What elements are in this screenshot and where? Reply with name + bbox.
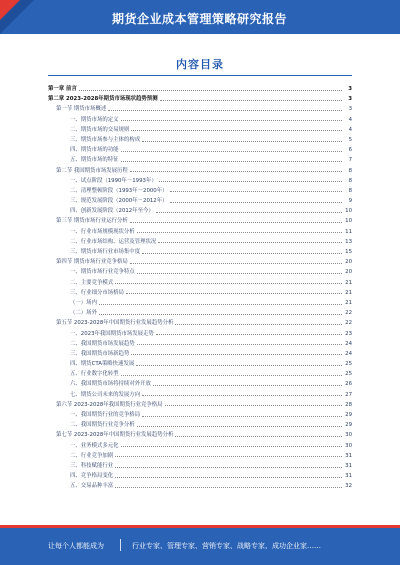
toc-leader-dots xyxy=(159,181,342,182)
toc-entry[interactable] xyxy=(48,267,352,277)
toc-entry-page: 27 xyxy=(345,391,352,398)
toc-leader-dots xyxy=(121,120,342,121)
toc-entry-label: 四、期货市场的功能 xyxy=(70,147,119,154)
toc-entry-page: 29 xyxy=(345,422,352,429)
toc-leader-dots xyxy=(131,130,342,131)
toc-entry-label: （二）场外 xyxy=(70,310,97,317)
toc-entry[interactable] xyxy=(48,481,352,491)
toc-entry-label: 二、行业竞争加剧 xyxy=(70,452,114,459)
toc-entry[interactable] xyxy=(48,206,352,216)
toc-entry[interactable] xyxy=(48,359,352,369)
toc-leader-dots xyxy=(137,426,342,427)
toc-entry[interactable] xyxy=(48,145,352,155)
toc-entry-page: 7 xyxy=(348,157,352,164)
toc-entry-page: 28 xyxy=(345,401,352,408)
toc-entry-page: 22 xyxy=(345,310,352,317)
toc-entry-label: 五、交易品种丰富 xyxy=(70,483,114,490)
toc-entry-label: 三、规范发展阶段（2000年－2012年） xyxy=(70,198,168,205)
toc-entry-label: 一、我国期货行业的竞争格局 xyxy=(70,412,141,418)
toc-leader-dots xyxy=(165,405,342,406)
toc-entry-page: 20 xyxy=(345,269,352,276)
toc-entry[interactable] xyxy=(48,471,352,481)
toc-leader-dots xyxy=(130,222,342,223)
toc-entry-page: 8 xyxy=(348,177,352,184)
toc-entry-page: 31 xyxy=(345,462,352,469)
toc-entry[interactable] xyxy=(48,390,352,400)
toc-entry[interactable] xyxy=(48,166,352,176)
toc-entry-label: （一）场内 xyxy=(70,299,97,306)
toc-entry[interactable] xyxy=(48,237,352,247)
toc-leader-dots xyxy=(131,354,342,355)
toc-entry[interactable] xyxy=(48,135,352,145)
toc-entry-page: 21 xyxy=(345,299,352,306)
toc-leader-dots xyxy=(121,161,342,162)
footer-separator xyxy=(120,539,121,551)
toc-entry-label: 二、我国期货行业竞争分析 xyxy=(70,422,135,429)
toc-entry[interactable] xyxy=(48,227,352,237)
toc-entry-page: 8 xyxy=(348,167,352,174)
toc-leader-dots xyxy=(121,375,342,376)
toc-leader-dots xyxy=(156,334,342,335)
toc-entry[interactable] xyxy=(48,318,352,328)
toc-entry-label: 三、科技赋能行业 xyxy=(70,462,114,469)
toc-entry[interactable] xyxy=(48,379,352,389)
toc-entry-page: 3 xyxy=(348,86,352,92)
toc-entry-page: 10 xyxy=(345,208,352,215)
toc-leader-dots xyxy=(137,232,342,233)
toc-entry[interactable] xyxy=(48,155,352,165)
toc-entry-label: 七、期货公司未来的发展方向 xyxy=(70,391,141,398)
toc-entry[interactable] xyxy=(48,420,352,430)
toc-entry-page: 6 xyxy=(348,147,352,154)
header-red-accent xyxy=(0,0,20,20)
toc-entry-label: 六、我国期货市场将持续对外开放 xyxy=(70,381,151,388)
toc-leader-dots xyxy=(160,100,342,101)
toc-entry[interactable] xyxy=(48,247,352,257)
toc-entry-page: 31 xyxy=(345,473,352,480)
toc-entry-page: 25 xyxy=(345,361,352,368)
toc-entry[interactable] xyxy=(48,278,352,288)
toc-entry-label: 二、我国期货市场发展趋势 xyxy=(70,340,135,347)
toc-entry[interactable] xyxy=(48,441,352,451)
toc-entry[interactable] xyxy=(48,400,352,410)
toc-entry-page: 3 xyxy=(348,106,352,113)
toc-entry-label: 三、期货市场行业市场集中度 xyxy=(70,249,141,255)
toc-leader-dots xyxy=(121,151,342,152)
toc-entry-label: 五、期货市场的特征 xyxy=(70,157,119,164)
toc-entry-page: 5 xyxy=(348,136,352,143)
toc-entry-page: 26 xyxy=(345,381,352,388)
toc-entry[interactable] xyxy=(48,216,352,226)
toc-entry-page: 30 xyxy=(345,442,352,449)
toc-entry-page: 3 xyxy=(348,96,352,103)
toc-entry-label: 第五节 2023-2028年中国期货行业发展趋势分析 xyxy=(56,320,174,327)
toc-entry-label: 第二节 我国期货市场发展历程 xyxy=(56,167,128,174)
toc-entry[interactable] xyxy=(48,288,352,298)
toc-entry[interactable] xyxy=(48,104,352,114)
toc-entry-page: 10 xyxy=(345,218,352,225)
toc-leader-dots xyxy=(115,467,342,468)
toc-entry-page: 4 xyxy=(348,116,352,123)
toc-entry-page: 32 xyxy=(345,483,352,490)
toc-entry-page: 24 xyxy=(345,340,352,347)
toc-entry-page: 11 xyxy=(345,228,352,235)
toc-leader-dots xyxy=(156,212,342,213)
toc-entry-label: 一、2023年我国期货市场发展走势 xyxy=(70,330,154,337)
toc-entry[interactable] xyxy=(48,430,352,440)
toc-leader-dots xyxy=(130,263,342,264)
toc-leader-dots xyxy=(115,487,342,488)
toc-leader-dots xyxy=(142,416,342,417)
toc-leader-dots xyxy=(115,456,342,457)
toc-leader-dots xyxy=(121,446,342,447)
toc-entry-label: 第三节 期货市场行业运行分析 xyxy=(56,218,128,225)
toc-entry-page: 8 xyxy=(348,187,352,194)
toc-leader-dots xyxy=(137,273,342,274)
toc-entry-page: 9 xyxy=(348,198,352,205)
toc-leader-dots xyxy=(99,314,342,315)
toc-leader-dots xyxy=(175,436,342,437)
toc-entry-label: 四、创新发展阶段（2012年至今） xyxy=(70,208,154,215)
header-banner xyxy=(0,0,400,34)
toc-leader-dots xyxy=(142,395,342,396)
toc-entry[interactable] xyxy=(48,186,352,196)
toc-leader-dots xyxy=(130,171,342,172)
toc-entry-label: 三、我国期货市场新趋势 xyxy=(70,350,130,357)
toc-entry-label: 二、清理整顿阶段（1993年－2000年） xyxy=(70,187,168,194)
toc-entry-label: 第四节 期货市场行业竞争格局 xyxy=(56,259,128,266)
toc-entry[interactable] xyxy=(48,257,352,267)
toc-entry-label: 四、期货CTA策略快速发展 xyxy=(70,361,135,368)
toc-entry-page: 31 xyxy=(345,452,352,459)
toc-leader-dots xyxy=(170,202,342,203)
toc-entry[interactable] xyxy=(48,94,352,104)
footer-slogan-right: 行业专家、管理专家、营销专家、战略专家、成功企业家…… xyxy=(132,542,321,550)
toc-leader-dots xyxy=(137,344,342,345)
toc-entry-label: 二、主要竞争模式 xyxy=(70,279,114,286)
toc-leader-dots xyxy=(99,304,342,305)
toc-leader-dots xyxy=(126,293,342,294)
toc-entry-label: 四、竞争格局变化 xyxy=(70,473,114,480)
toc-leader-dots xyxy=(158,242,342,243)
toc-entry[interactable] xyxy=(48,461,352,471)
toc-leader-dots xyxy=(108,110,342,111)
toc-entry[interactable] xyxy=(48,196,352,206)
toc-entry-label: 一、试点阶段（1990年－1993年） xyxy=(70,177,157,184)
toc-divider xyxy=(48,75,352,76)
toc-entry-label: 第六节 2023-2028年我国期货行业竞争格局 xyxy=(56,401,163,408)
toc-entry-page: 29 xyxy=(345,412,352,418)
toc-entry-page: 24 xyxy=(345,350,352,357)
toc-entry[interactable] xyxy=(48,369,352,379)
toc-entry[interactable] xyxy=(48,298,352,308)
toc-entry-label: 一、期货市场的定义 xyxy=(70,116,119,123)
toc-entry-label: 三、行业细分市场格局 xyxy=(70,289,124,296)
toc-entry-page: 21 xyxy=(345,289,352,296)
toc-leader-dots xyxy=(142,141,342,142)
toc-leader-dots xyxy=(153,385,342,386)
toc-entry-page: 30 xyxy=(345,432,352,439)
toc-entry-label: 二、行业市场结构、运营及管理状况 xyxy=(70,238,157,245)
toc-entry-page: 21 xyxy=(345,279,352,286)
toc-entry[interactable] xyxy=(48,84,352,94)
toc-entry-page: 25 xyxy=(345,371,352,378)
footer-slogan-left: 让每个人都能成为 xyxy=(48,542,104,550)
toc-entry[interactable] xyxy=(48,451,352,461)
toc-entry[interactable] xyxy=(48,349,352,359)
toc-entry-label: 第二章 2023-2028年期货市场现状趋势预测 xyxy=(48,96,158,103)
toc-entry-label: 五、行业数字化转型 xyxy=(70,371,119,378)
toc-entry-label: 一、行业市场规模现状分析 xyxy=(70,228,135,235)
toc-leader-dots xyxy=(115,477,342,478)
toc-entry-label: 二、期货市场的交易规则 xyxy=(70,126,130,133)
footer-banner xyxy=(0,525,400,565)
toc-entry-page: 13 xyxy=(345,238,352,245)
toc-entry-label: 第七节 2023-2028年中国期货行业发展趋势分析 xyxy=(56,432,174,439)
toc-entry-page: 15 xyxy=(345,249,352,255)
toc-entry-label: 第一节 期货市场概述 xyxy=(56,106,107,113)
toc-entry[interactable] xyxy=(48,176,352,186)
toc-entry[interactable] xyxy=(48,339,352,349)
toc-leader-dots xyxy=(170,191,342,192)
toc-entry[interactable] xyxy=(48,308,352,318)
toc-entry[interactable] xyxy=(48,410,352,420)
footer-red-stripe xyxy=(0,525,400,528)
toc-leader-dots xyxy=(115,283,342,284)
toc-entry-page: 20 xyxy=(345,259,352,266)
toc-entry-page: 23 xyxy=(345,330,352,337)
toc-entry-label: 一、期货市场行业竞争特点 xyxy=(70,269,135,276)
toc-entry-page: 4 xyxy=(348,126,352,133)
table-of-contents xyxy=(48,84,352,492)
toc-entry[interactable] xyxy=(48,329,352,339)
toc-entry-label: 三、期货市场参与主体的构成 xyxy=(70,136,141,143)
toc-leader-dots xyxy=(175,324,342,325)
toc-entry[interactable] xyxy=(48,115,352,125)
toc-heading: 内容目录 xyxy=(176,58,224,71)
toc-entry-label: 一、业务模式多元化 xyxy=(70,442,119,449)
toc-leader-dots xyxy=(136,365,342,366)
toc-entry-label: 第一章 前言 xyxy=(48,86,77,92)
toc-leader-dots xyxy=(79,90,342,91)
toc-entry[interactable] xyxy=(48,125,352,135)
toc-entry-page: 22 xyxy=(345,320,352,327)
toc-leader-dots xyxy=(142,253,342,254)
document-title: 期货企业成本管理策略研究报告 xyxy=(112,12,288,26)
